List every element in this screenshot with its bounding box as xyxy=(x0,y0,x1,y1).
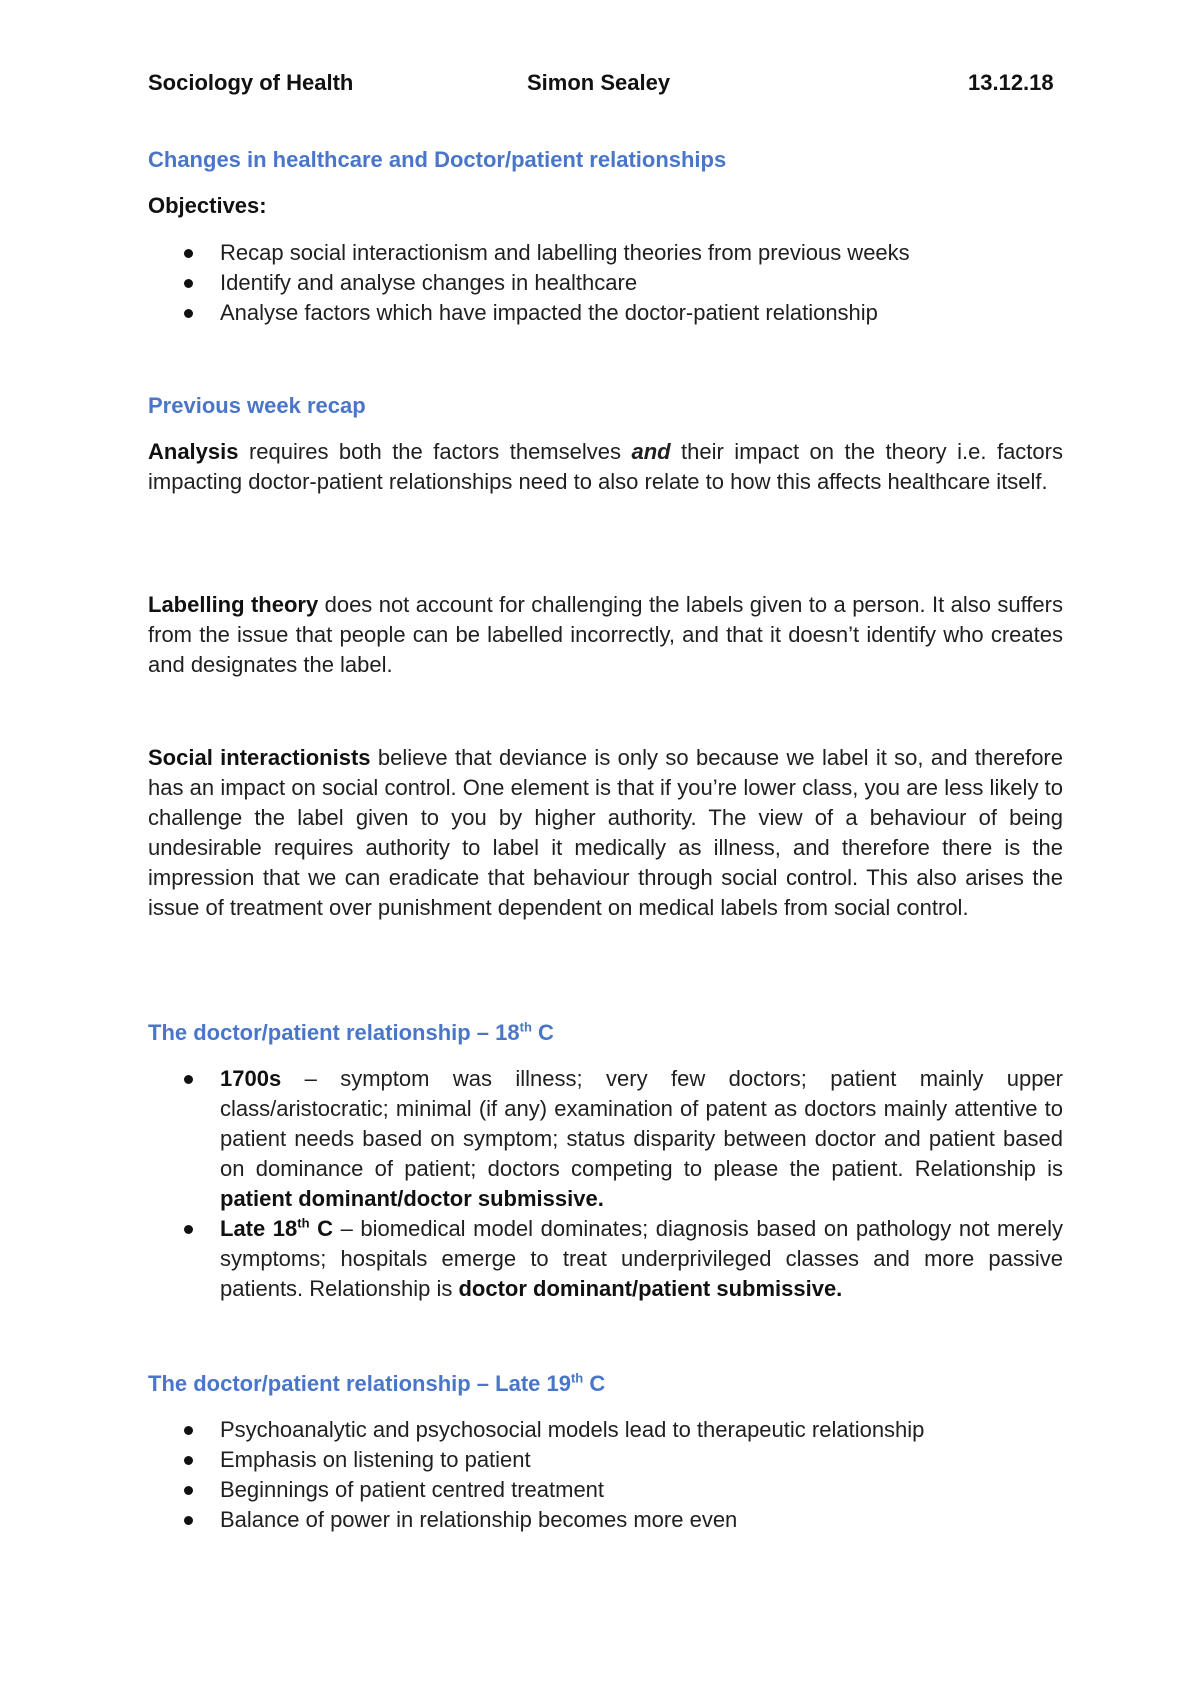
objectives-list xyxy=(148,238,1063,328)
analysis-emphasis: and xyxy=(631,439,671,464)
header-author: Simon Sealey xyxy=(527,70,671,95)
page-title: Changes in healthcare and Doctor/patient relationships xyxy=(148,147,727,172)
list-item: Balance of power in relationship becomes more even xyxy=(148,1505,1063,1535)
section-19th-heading: The doctor/patient relationship – Late 19th C xyxy=(148,1370,606,1396)
interactionists-paragraph: Social interactionists believe that deviance is only so because we label it so, and therefore has an impact on social control. One element is that if you’re lower class, you are less likely to challenge the label given to you by higher authority. The view of a behaviour of being undesirable requires authority to label it medically as illness, and therefore there is the impression that we can eradicate that behaviour through social control. This also arises the issue of treatment over punishment dependent on medical labels from social control. xyxy=(148,745,1063,920)
recap-heading: Previous week recap xyxy=(148,393,366,418)
list-item: 1700s – symptom was illness; very few doctors; patient mainly upper class/aristocratic; minimal (if any) examination of patent as doctors mainly attentive to patient needs based on symptom; status disparity between doctor and patient based on dominance of patient; doctors competing to please the patient. Relationship is patient dominant/doctor submissive. xyxy=(148,1064,1063,1214)
labelling-paragraph: Labelling theory does not account for challenging the labels given to a person. It also suffers from the issue that people can be labelled incorrectly, and that it doesn’t identify who creates and designates the label. xyxy=(148,592,1063,677)
list-item: Late 18th C – biomedical model dominates; diagnosis based on pathology not merely symptoms; hospitals emerge to treat underprivileged classes and more passive patients. Relationship is doctor dominant/patient submissive. xyxy=(148,1214,1063,1304)
analysis-term: Analysis xyxy=(148,439,239,464)
list-item: Psychoanalytic and psychosocial models lead to therapeutic relationship xyxy=(148,1415,1063,1445)
labelling-term: Labelling theory xyxy=(148,592,319,617)
list-item: Analyse factors which have impacted the doctor-patient relationship xyxy=(148,298,1063,328)
interactionists-term: Social interactionists xyxy=(148,745,371,770)
list-item: Identify and analyse changes in healthcare xyxy=(148,268,1063,298)
list-item: Emphasis on listening to patient xyxy=(148,1445,1063,1475)
objectives-label: Objectives: xyxy=(148,193,267,218)
section-19th-list xyxy=(148,1415,1063,1535)
section-18th-list xyxy=(148,1064,1063,1304)
section-18th-heading: The doctor/patient relationship – 18th C xyxy=(148,1019,554,1045)
analysis-paragraph: Analysis requires both the factors themselves and their impact on the theory i.e. factors impacting doctor-patient relationships need to also relate to how this affects healthcare itself. xyxy=(148,439,1063,494)
list-item: Beginnings of patient centred treatment xyxy=(148,1475,1063,1505)
header-date: 13.12.18 xyxy=(968,70,1054,95)
list-item: Recap social interactionism and labelling theories from previous weeks xyxy=(148,238,1063,268)
header-course: Sociology of Health xyxy=(148,70,354,95)
